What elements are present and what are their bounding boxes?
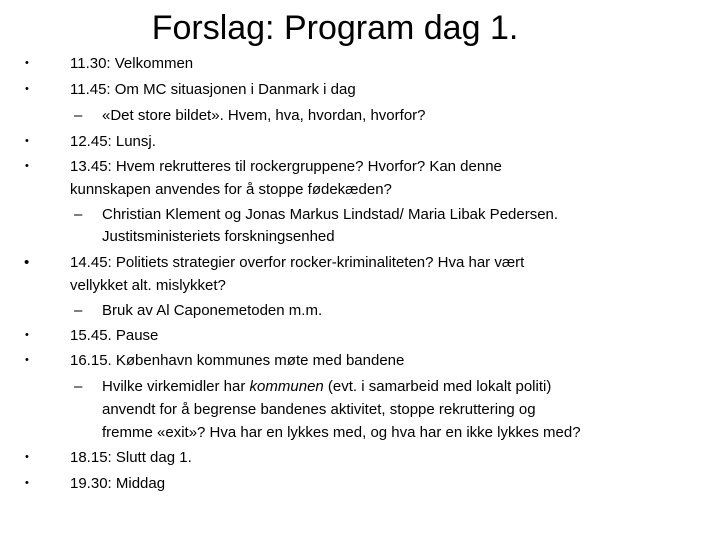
agenda-item-1445: 14.45: Politiets strategier overfor rocker-kriminaliteten? Hva har vært bbox=[70, 254, 525, 271]
bullet: • bbox=[25, 477, 29, 489]
agenda-item-1345: 13.45: Hvem rekrutteres til rockergruppene? Hvorfor? Kan denne bbox=[70, 158, 502, 175]
agenda-item-1445-cont: vellykket alt. mislykket? bbox=[70, 277, 226, 294]
agenda-item-1545: 15.45. Pause bbox=[70, 327, 159, 344]
dash: – bbox=[74, 302, 83, 319]
agenda-subitem: «Det store bildet». Hvem, hva, hvordan, hvorfor? bbox=[102, 107, 426, 124]
agenda-subitem-cont: fremme «exit»? Hva har en lykkes med, og hva har en ikke lykkes med? bbox=[102, 424, 581, 441]
agenda-subitem: Christian Klement og Jonas Markus Lindstad/ Maria Libak Pedersen. bbox=[102, 206, 559, 223]
bullet: • bbox=[25, 451, 29, 463]
agenda-subitem-part: Hvilke virkemidler har bbox=[102, 378, 250, 395]
agenda-item-1815: 18.15: Slutt dag 1. bbox=[70, 449, 192, 466]
dash: – bbox=[74, 206, 83, 223]
bullet: • bbox=[25, 57, 29, 69]
agenda-item-1145: 11.45: Om MC situasjonen i Danmark i dag bbox=[70, 81, 356, 98]
agenda-item-1615: 16.15. København kommunes møte med bandene bbox=[70, 352, 405, 369]
agenda-item-1930: 19.30: Middag bbox=[70, 475, 166, 492]
slide-title: Forslag: Program dag 1. bbox=[151, 9, 519, 47]
bullet: • bbox=[25, 354, 29, 366]
dash: – bbox=[74, 107, 83, 124]
agenda-subitem-emphasis: kommunen bbox=[249, 378, 324, 395]
bullet: • bbox=[25, 160, 29, 172]
agenda-item-1245: 12.45: Lunsj. bbox=[70, 133, 156, 150]
agenda-item-1130: 11.30: Velkommen bbox=[70, 55, 194, 72]
dash: – bbox=[74, 378, 83, 395]
bullet: • bbox=[25, 329, 29, 341]
agenda-subitem-cont: anvendt for å begrense bandenes aktivitet, stoppe rekruttering og bbox=[102, 401, 536, 418]
agenda-subitem bbox=[102, 375, 551, 398]
agenda-subitem-cont: Justitsministeriets forskningsenhed bbox=[102, 228, 335, 245]
agenda-item-1345-cont: kunnskapen anvendes for å stoppe fødekæden? bbox=[70, 181, 392, 198]
bullet: • bbox=[24, 254, 30, 271]
agenda-subitem-part: (evt. i samarbeid med lokalt politi) bbox=[323, 378, 552, 395]
bullet: • bbox=[25, 135, 29, 147]
bullet: • bbox=[25, 83, 29, 95]
agenda-subitem: Bruk av Al Caponemetoden m.m. bbox=[102, 302, 323, 319]
